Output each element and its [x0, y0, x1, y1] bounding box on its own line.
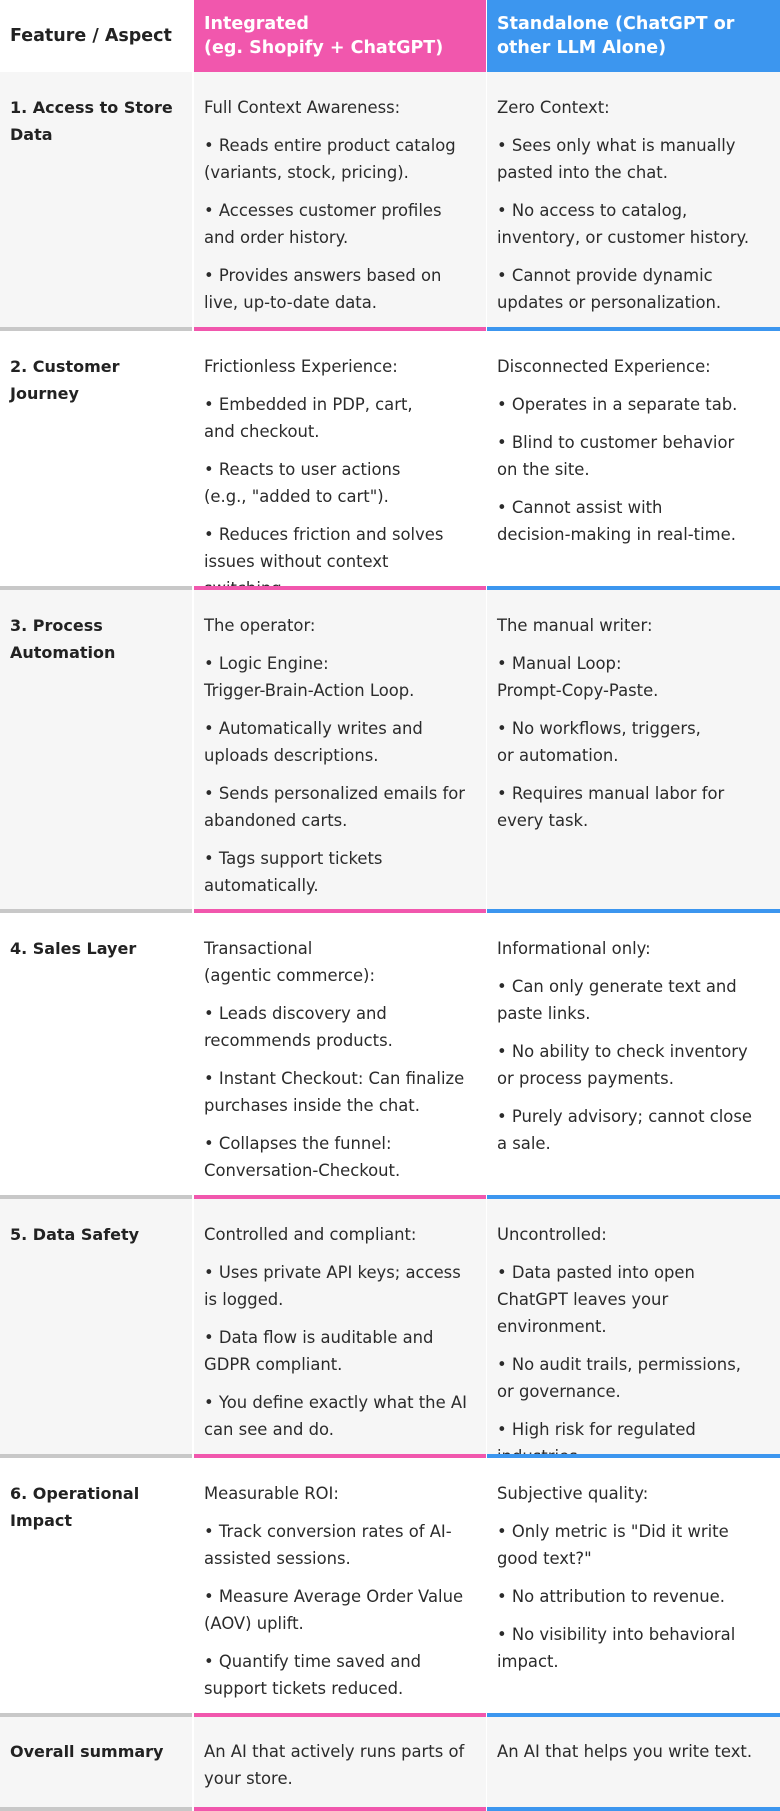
- cell-point: An AI that actively runs parts of your store.: [204, 1742, 465, 1788]
- cell-point: • You define exactly what the AI can see and do.: [204, 1393, 467, 1439]
- integrated-cell: [194, 331, 486, 586]
- cell-point: • Accesses customer profiles and order history.: [204, 201, 442, 247]
- cell-point: • Manual Loop: Prompt-Copy-Paste.: [497, 654, 659, 700]
- row-divider: [0, 1807, 780, 1811]
- feature-label: 5. Data Safety: [10, 1225, 140, 1244]
- cell-point: • Can only generate text and paste links.: [497, 977, 737, 1023]
- cell-heading: The operator:: [204, 616, 316, 635]
- feature-cell: [0, 913, 192, 1195]
- feature-cell: [0, 72, 192, 327]
- cell-heading: Zero Context:: [497, 98, 610, 117]
- cell-point: • No audit trails, permissions, or governance.: [497, 1355, 741, 1401]
- standalone-cell: [487, 1199, 780, 1454]
- standalone-cell: [487, 913, 780, 1195]
- cell-point: • High risk for regulated: [497, 1420, 696, 1439]
- cell-point: • Data pasted into open ChatGPT leaves your environment.: [497, 1263, 695, 1336]
- cell-point: • Collapses the funnel: Conversation-Checkout.: [204, 1134, 401, 1180]
- cell-heading: The manual writer:: [497, 616, 653, 635]
- feature-divider: [0, 1807, 192, 1811]
- cell-point: • Reduces friction and solves issues without context: [204, 525, 444, 571]
- feature-label: 4. Sales Layer: [10, 939, 137, 958]
- standalone-cell: [487, 1717, 780, 1807]
- cell-point: • Sees only what is manually pasted into the chat.: [497, 136, 736, 182]
- cell-point: • Leads discovery and recommends products.: [204, 1004, 393, 1050]
- cell-point: • Requires manual labor for every task.: [497, 784, 725, 830]
- cell-point: • Uses private API keys; access is logged.: [204, 1263, 461, 1309]
- cell-heading: Transactional (agentic commerce):: [204, 939, 375, 985]
- feature-cell: [0, 590, 192, 909]
- feature-label: 6. Operational Impact: [10, 1484, 140, 1530]
- standalone-cell: [487, 590, 780, 909]
- cell-heading: Frictionless Experience:: [204, 357, 398, 376]
- integrated-cell: [194, 1199, 486, 1454]
- header-standalone: Standalone (ChatGPT or other LLM Alone): [487, 0, 780, 72]
- cell-point: • Automatically writes and uploads descriptions.: [204, 719, 423, 765]
- cell-point: • Purely advisory; cannot close a sale.: [497, 1107, 752, 1153]
- integrated-cell: [194, 590, 486, 909]
- header-feature-label: Feature / Aspect: [10, 26, 172, 46]
- header-integrated: Integrated (eg. Shopify + ChatGPT): [194, 0, 486, 72]
- cell-heading: Informational only:: [497, 939, 651, 958]
- cell-point: • No ability to check inventory or process payments.: [497, 1042, 748, 1088]
- cell-point: • No visibility into behavioral impact.: [497, 1625, 736, 1671]
- cell-point: • Logic Engine: Trigger-Brain-Action Loop.: [204, 654, 415, 700]
- cell-point: • Reacts to user actions (e.g., "added to cart").: [204, 460, 401, 506]
- table-row: [0, 1717, 780, 1807]
- table-header: [0, 0, 780, 72]
- table-row: [0, 913, 780, 1195]
- cell-point: • Only metric is "Did it write good text?": [497, 1522, 729, 1568]
- feature-label: Overall summary: [10, 1742, 164, 1761]
- cell-point: • Quantify time saved and support tickets reduced.: [204, 1652, 422, 1698]
- cell-point: • Data flow is auditable and GDPR compliant.: [204, 1328, 434, 1374]
- feature-label: 2. Customer Journey: [10, 357, 120, 403]
- table-row: [0, 1199, 780, 1454]
- feature-cell: [0, 1199, 192, 1454]
- table-body: [0, 72, 780, 1811]
- cell-point: • Blind to customer behavior on the site.: [497, 433, 735, 479]
- feature-cell: [0, 331, 192, 586]
- integrated-cell: [194, 913, 486, 1195]
- cell-point: • Reads entire product catalog (variants, stock, pricing).: [204, 136, 456, 182]
- header-feature: [0, 0, 192, 72]
- integrated-cell: [194, 72, 486, 327]
- standalone-divider: [487, 1807, 780, 1811]
- cell-heading: Measurable ROI:: [204, 1484, 339, 1503]
- cell-point: • No access to catalog, inventory, or customer history.: [497, 201, 750, 247]
- cell-point: • No workflows, triggers, or automation.: [497, 719, 701, 765]
- table-row: [0, 72, 780, 327]
- cell-point: • Cannot provide dynamic updates or personalization.: [497, 266, 722, 312]
- cell-heading: Controlled and compliant:: [204, 1225, 417, 1244]
- standalone-cell: [487, 331, 780, 586]
- cell-point: • No attribution to revenue.: [497, 1587, 725, 1606]
- cell-point: • Measure Average Order Value (AOV) uplift.: [204, 1587, 464, 1633]
- cell-point: • Track conversion rates of AI-assisted sessions.: [204, 1522, 452, 1568]
- cell-heading: Subjective quality:: [497, 1484, 649, 1503]
- cell-point: • Embedded in PDP, cart, and checkout.: [204, 395, 413, 441]
- table-row: [0, 590, 780, 909]
- cell-heading: Disconnected Experience:: [497, 357, 711, 376]
- cell-point: • Provides answers based on live, up-to-date data.: [204, 266, 442, 312]
- standalone-cell: [487, 1458, 780, 1713]
- integrated-cell: [194, 1458, 486, 1713]
- cell-heading: Full Context Awareness:: [204, 98, 401, 117]
- cell-heading: Uncontrolled:: [497, 1225, 607, 1244]
- integrated-cell: [194, 1717, 486, 1807]
- cell-point: • Instant Checkout: Can finalize purchases inside the chat.: [204, 1069, 465, 1115]
- feature-cell: [0, 1458, 192, 1713]
- cell-point: • Operates in a separate tab.: [497, 395, 738, 414]
- table-row: [0, 1458, 780, 1713]
- integrated-divider: [194, 1807, 486, 1811]
- cell-point: • Sends personalized emails for abandoned carts.: [204, 784, 466, 830]
- feature-label: 1. Access to Store Data: [10, 98, 173, 144]
- table-row: [0, 331, 780, 586]
- feature-label: 3. Process Automation: [10, 616, 116, 662]
- cell-point: • Cannot assist with decision-making in real-time.: [497, 498, 736, 544]
- cell-point: • Tags support tickets automatically.: [204, 849, 383, 895]
- standalone-cell: [487, 72, 780, 327]
- feature-cell: [0, 1717, 192, 1807]
- cell-point: An AI that helps you write text.: [497, 1742, 753, 1761]
